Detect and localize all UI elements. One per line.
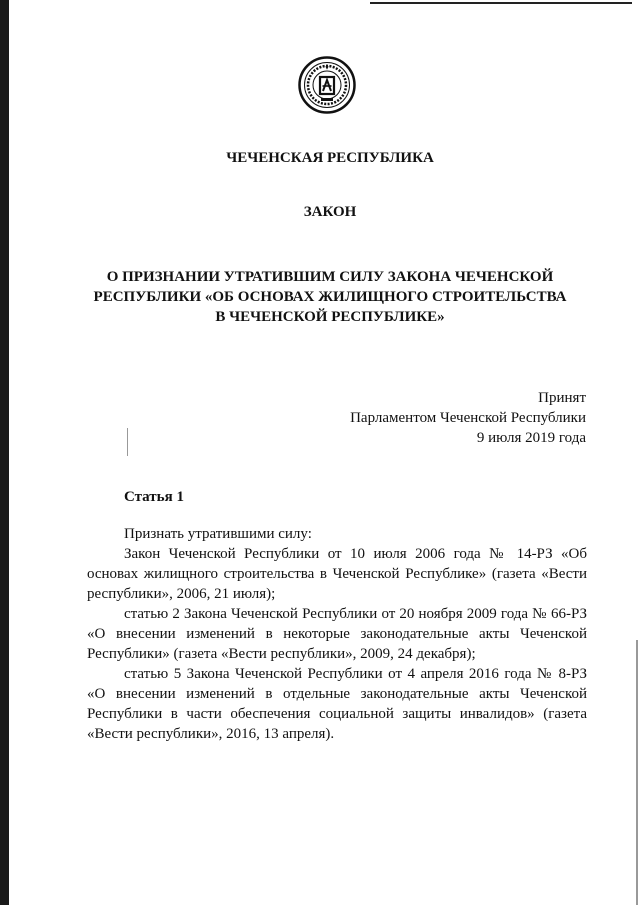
article-paragraph: статью 2 Закона Чеченской Республики от 20 ноября 2009 года № 66-РЗ «О внесении изменений в некоторые законодательные акты Чеченской Республики» (газета «Вести республики», 2009, 24 декабря);: [87, 606, 587, 662]
adoption-date: 9 июля 2019 года: [476, 430, 586, 446]
law-title-line: О ПРИЗНАНИИ УТРАТИВШИМ СИЛУ ЗАКОНА ЧЕЧЕНСКОЙ: [106, 269, 554, 285]
law-title-line: В ЧЕЧЕНСКОЙ РЕСПУБЛИКЕ»: [215, 309, 445, 325]
article-paragraph: Закон Чеченской Республики от 10 июля 2006 года № 14-РЗ «Об основах жилищного строительства в Чеченской Республике» (газета «Вести республики», 2006, 21 июля);: [87, 546, 587, 602]
region-heading: ЧЕЧЕНСКАЯ РЕСПУБЛИКА: [226, 150, 434, 166]
article-paragraph: Признать утратившими силу:: [124, 526, 312, 542]
adoption-label: Принят: [538, 390, 586, 406]
law-title: [60, 267, 600, 327]
scan-line-right: [636, 640, 638, 905]
scan-speck: [127, 428, 128, 456]
document-type-heading: ЗАКОН: [303, 204, 357, 220]
article-paragraph: статью 5 Закона Чеченской Республики от 4 апреля 2016 года № 8-РЗ «О внесении изменений в отдельные законодательные акты Чеченской Республики в части обеспечения социальной защиты инвалидов» (газета «Вести республики», 2016, 13 апреля).: [87, 666, 587, 742]
adoption-block: [350, 388, 586, 448]
scan-line-top: [370, 2, 632, 4]
scan-edge-left: [0, 0, 9, 905]
law-title-line: РЕСПУБЛИКИ «ОБ ОСНОВАХ ЖИЛИЩНОГО СТРОИТЕЛЬСТВА: [93, 289, 567, 305]
article-heading: Статья 1: [124, 489, 184, 505]
chechen-republic-emblem-icon: [298, 56, 356, 114]
adoption-body: Парламентом Чеченской Республики: [350, 410, 586, 426]
article-body: [87, 524, 587, 744]
